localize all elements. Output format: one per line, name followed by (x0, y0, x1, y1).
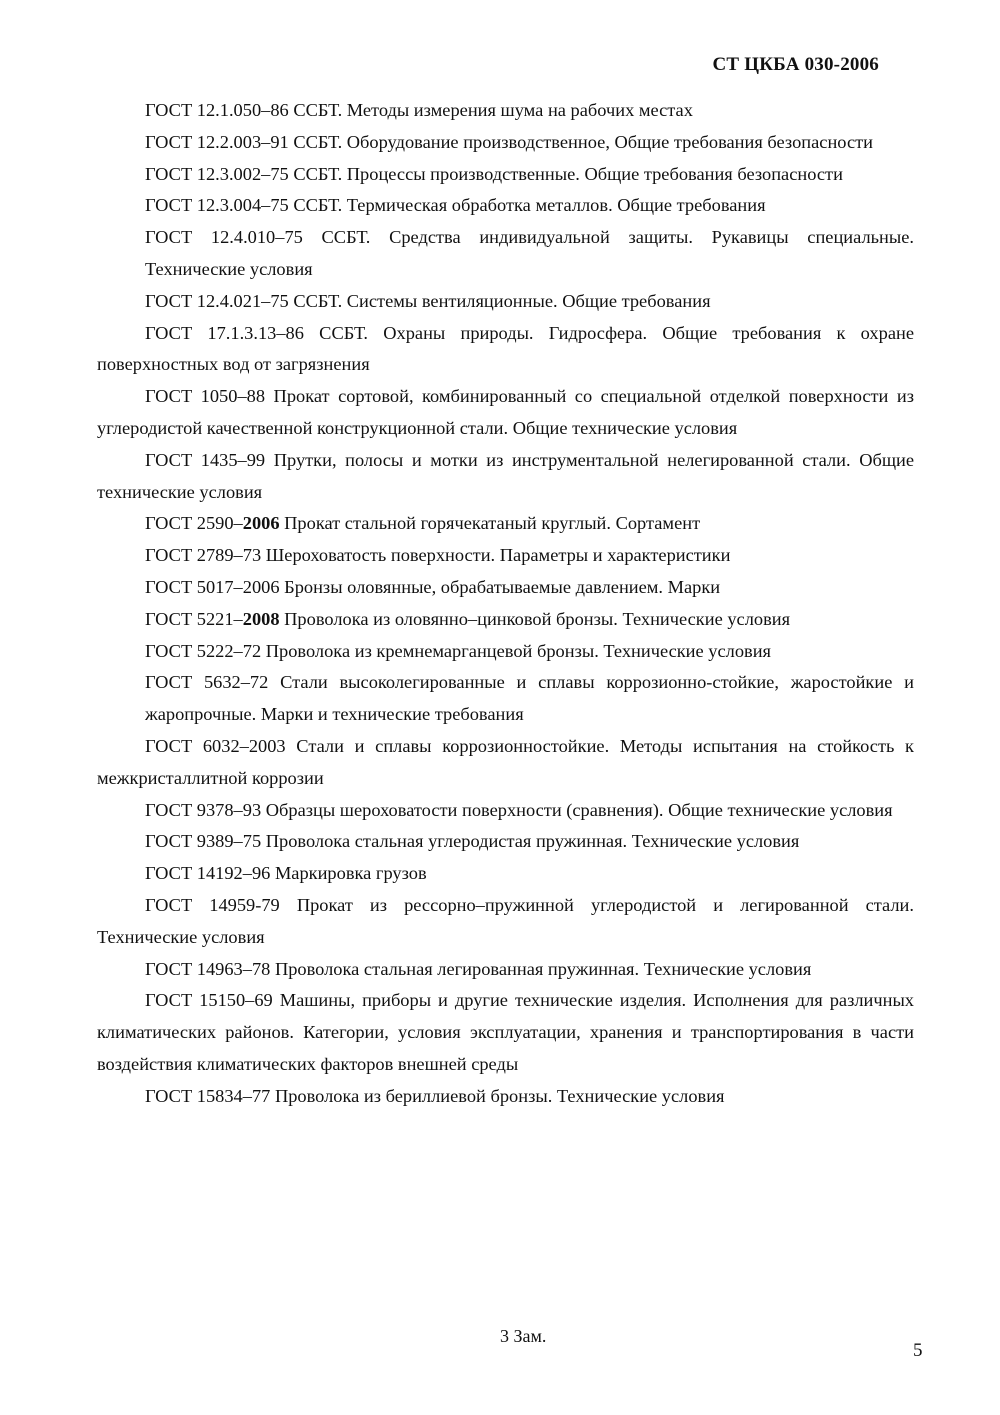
reference-item (97, 636, 914, 668)
document-code-header: СТ ЦКБА 030-2006 (712, 54, 879, 75)
reference-code-year: 2008 (242, 608, 280, 629)
amendment-note: 3 Зам. (500, 1326, 547, 1346)
reference-title: ССБТ. Методы измерения шума на рабочих местах (288, 100, 693, 120)
reference-title: Образцы шероховатости поверхности (сравнения). Общие технические условия (261, 799, 893, 820)
reference-title: Маркировка грузов (270, 863, 427, 884)
reference-title: ССБТ. Охраны природы. Гидросфера. Общие требования к охране поверхностных вод от загрязнения (97, 322, 914, 375)
reference-code: ГОСТ 6032–2003 (145, 735, 286, 756)
reference-item (97, 572, 914, 604)
reference-code: ГОСТ 15834–77 (145, 1085, 271, 1106)
reference-item (97, 159, 914, 191)
reference-title: Прокат сортовой, комбинированный со специальной отделкой поверхности из углеродистой качественной конструкционной стали. Общие технические условия (97, 386, 914, 438)
reference-item (97, 954, 914, 986)
reference-code: ГОСТ 14192–96 (145, 863, 271, 884)
reference-item (97, 540, 914, 572)
reference-code: ГОСТ 5017–2006 (145, 576, 280, 597)
reference-code: ГОСТ 12.4.021–75 (145, 290, 289, 311)
reference-title: Стали и сплавы коррозионностойкие. Методы испытания на стойкость к межкристаллитной коррозии (97, 735, 914, 788)
reference-code: ГОСТ 14963–78 (145, 958, 271, 979)
reference-item (97, 190, 914, 222)
reference-item (97, 731, 914, 795)
reference-code: ГОСТ 15150–69 (145, 990, 273, 1011)
reference-title: Прутки, полосы и мотки из инструментальной нелегированной стали. Общие технические условия (97, 449, 915, 502)
reference-code: ГОСТ 12.1.050–86 (145, 100, 289, 120)
reference-item (97, 667, 914, 731)
reference-item (97, 890, 914, 954)
reference-item (97, 795, 914, 827)
reference-item (97, 826, 914, 858)
reference-code (145, 609, 280, 629)
reference-code: ГОСТ 12.3.002–75 (145, 163, 289, 184)
reference-code: ГОСТ 5632–72 (145, 672, 269, 693)
reference-item (97, 985, 914, 1080)
reference-item (97, 604, 914, 636)
reference-item (97, 95, 914, 127)
reference-title: Проволока стальная легированная пружинная. Технические условия (270, 958, 812, 979)
reference-title: Шероховатость поверхности. Параметры и характеристики (261, 545, 731, 566)
reference-code-year: 2006 (242, 513, 280, 534)
reference-item (97, 858, 914, 890)
reference-code: ГОСТ 12.2.003–91 (145, 131, 289, 152)
reference-code-prefix: ГОСТ 2590– (145, 513, 243, 534)
reference-title: ССБТ. Термическая обработка металлов. Общие требования (288, 195, 766, 216)
reference-code: ГОСТ 9378–93 (145, 799, 262, 820)
reference-title: ССБТ. Системы вентиляционные. Общие требования (288, 290, 711, 311)
reference-item (97, 318, 914, 382)
reference-title: Бронзы оловянные, обрабатываемые давлением. Марки (279, 576, 721, 597)
reference-code: ГОСТ 17.1.3.13–86 (145, 322, 304, 343)
reference-title: Прокат из рессорно–пружинной углеродистой и легированной стали. Технические условия (97, 894, 914, 947)
reference-title: ССБТ. Процессы производственные. Общие требования безопасности (288, 163, 843, 184)
reference-title: Прокат стальной горячекатаный круглый. Сортамент (279, 513, 701, 534)
reference-code: ГОСТ 2789–73 (145, 545, 262, 566)
reference-title: Машины, приборы и другие технические изделия. Исполнения для различных климатических районов. Категории, условия эксплуатации, хранения и транспортирования в части воздействия климатических факторов внешней среды (97, 990, 914, 1074)
reference-title: Проволока из бериллиевой бронзы. Технические условия (270, 1085, 725, 1106)
reference-code: ГОСТ 12.3.004–75 (145, 195, 289, 216)
reference-title: Проволока стальная углеродистая пружинная. Технические условия (261, 831, 800, 852)
reference-title: Проволока из оловянно–цинковой бронзы. Технические условия (279, 608, 791, 629)
reference-title: ССБТ. Средства индивидуальной защиты. Рукавицы специальные. Технические условия (145, 227, 914, 279)
reference-code: ГОСТ 9389–75 (145, 831, 262, 852)
page-number: 5 (913, 1340, 923, 1361)
reference-code (145, 513, 280, 533)
reference-code: ГОСТ 14959-79 (145, 894, 280, 915)
reference-title: Проволока из кремнемарганцевой бронзы. Технические условия (261, 640, 772, 661)
reference-code: ГОСТ 1050–88 (145, 386, 266, 407)
references-list (97, 95, 914, 1113)
reference-item (97, 1081, 914, 1113)
reference-item (97, 445, 914, 509)
reference-item (97, 508, 914, 540)
reference-item (97, 222, 914, 286)
reference-item (97, 127, 914, 159)
reference-item (97, 381, 914, 445)
reference-title: Стали высоколегированные и сплавы коррозионно-стойкие, жаростойкие и жаропрочные. Марки и технические требования (145, 672, 914, 725)
reference-code: ГОСТ 12.4.010–75 (145, 227, 303, 248)
reference-title: ССБТ. Оборудование производственное, Общие требования безопасности (288, 131, 873, 152)
reference-item (97, 286, 914, 318)
reference-code: ГОСТ 1435–99 (145, 449, 266, 470)
reference-code-prefix: ГОСТ 5221– (145, 608, 243, 629)
reference-code: ГОСТ 5222–72 (145, 640, 262, 661)
